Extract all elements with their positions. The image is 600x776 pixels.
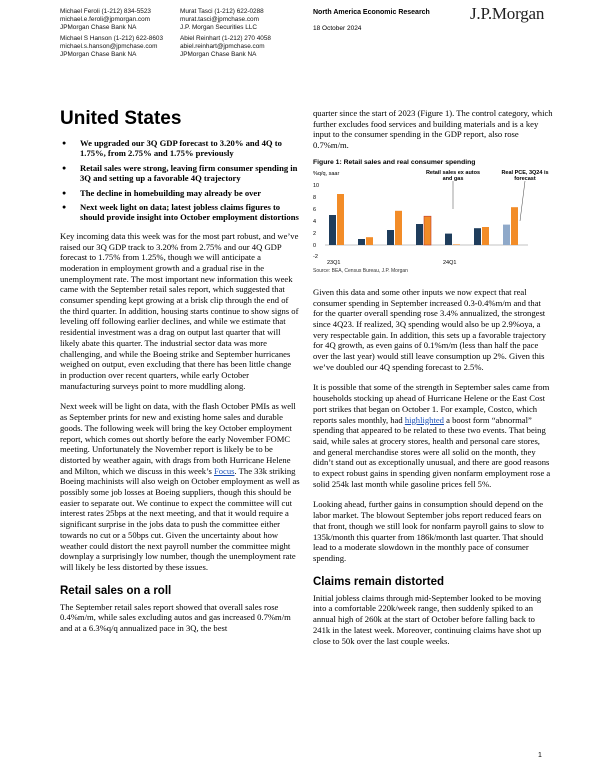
x-label-24q1: 24Q1 bbox=[443, 259, 457, 266]
key-point: ● We upgraded our 3Q GDP forecast to 3.20% and 4Q to 1.75%, from 2.75% and 1.75% previously bbox=[60, 138, 300, 159]
contact-name-phone: Abiel Reinhart (1-212) 270 4058 bbox=[180, 35, 271, 42]
page-title: United States bbox=[60, 108, 182, 129]
svg-text:4: 4 bbox=[313, 218, 317, 225]
y-axis-ticks bbox=[313, 183, 319, 259]
body-paragraph: Looking ahead, further gains in consumption should depend on the labor market. The blowout September jobs report reduced fears on that front, though we still look for nonfarm payroll gains to slow to 135k/month this quarter from 186k/month last quarter. That should lead to a moderate slowdown in the monthly pace of consumer spending. bbox=[313, 499, 544, 563]
svg-text:8: 8 bbox=[313, 194, 317, 201]
page-number: 1 bbox=[538, 752, 542, 759]
svg-text:-2: -2 bbox=[313, 253, 318, 259]
bars bbox=[329, 194, 518, 245]
key-point: ● The decline in homebuilding may already be over bbox=[60, 188, 300, 198]
contact-org: JPMorgan Chase Bank NA bbox=[180, 51, 257, 58]
text: . The 33k striking Boeing machinists will also weigh on October employment as well as possibly some job losses at Boeing suppliers, though this should be easier to separate out. We continue to expect the committee will cut interest rates 25bps at the next meeting, and that it would require a significant surprise in the jobs data to push the committee either towards no cut or a 50bps cut. Given the uncertainty about how weather could distort the next payroll number the committee might downplay a surprisingly low number, though the unemployment rate will likely be less distorted by these issues. bbox=[60, 465, 300, 572]
publication-title: North America Economic Research bbox=[313, 9, 430, 16]
contact-name-phone: Michael Feroli (1-212) 834-5523 bbox=[60, 8, 151, 15]
publication-header bbox=[313, 9, 430, 32]
contact-org: JPMorgan Chase Bank NA bbox=[60, 24, 137, 31]
contact-name-phone: Michael S Hanson (1-212) 622-8603 bbox=[60, 35, 164, 42]
svg-text:2: 2 bbox=[313, 230, 317, 237]
contact-org: J.P. Morgan Securities LLC bbox=[180, 24, 257, 31]
body-paragraph: Initial jobless claims through mid-September looked to be moving into a comfortable 220k/week range, then suddenly spiked to an annual high of 260k at the start of October before falling back to 241k in the latest week. Moreover, continuing claims have shot up close to 50k over the last couple weeks. bbox=[313, 592, 542, 646]
x-label-23q1: 23Q1 bbox=[327, 259, 341, 266]
key-point: ● Next week light on data; latest jobless claims figures to should provide insight into October employment distortions bbox=[60, 202, 300, 223]
contact-tasci bbox=[180, 8, 310, 32]
svg-text:0: 0 bbox=[313, 242, 317, 249]
bar-chart bbox=[313, 179, 553, 259]
y-axis-unit: %q/q, saar bbox=[313, 170, 340, 177]
body-paragraph: Given this data and some other inputs we now expect that real consumer spending in September increased 0.3-0.4%m/m and that for the quarter overall spending rose 3.4% annualized, the strongest since 4Q23. If realized, 3Q spending would also be up 2.9%oya, a very respectable gain. In addition, this sets up a favorable trajectory for 4Q growth, as even gains of 0.1%m/m (less than half the pace over the last year) would still leave consumption up 2%. Given this we’ve doubled our 4Q spending forecast to 2.5%. bbox=[313, 286, 546, 372]
annotation-real-pce: Real PCE, 3Q24 is forecast bbox=[501, 169, 549, 182]
svg-text:6: 6 bbox=[313, 206, 317, 213]
body-paragraph bbox=[313, 382, 553, 489]
figure-source: Source: BEA, Census Bureau, J.P. Morgan bbox=[313, 267, 408, 274]
contact-email[interactable]: murat.tasci@jpmchase.com bbox=[180, 16, 259, 23]
contact-email[interactable]: abiel.reinhart@jpmchase.com bbox=[180, 43, 265, 50]
svg-text:10: 10 bbox=[313, 182, 320, 189]
publication-date: 18 October 2024 bbox=[313, 25, 362, 32]
contact-name-phone: Murat Tasci (1-212) 622-0288 bbox=[180, 8, 264, 15]
annotation-retail-sales: Retail sales ex autos and gas bbox=[425, 169, 481, 182]
text: a boost form “abnormal” spending that appeared to be related to these two events. That being said, while sales at grocery stores, health and personal care stores, and general merchandise stores were all solid on the month, they didn’t stand out as exceptionally unusual, and there are good reasons to expect robust gains in spending given nonfarm employment rose a solid 254k last month while gasoline prices fell 5%. bbox=[313, 414, 551, 489]
section-heading: Claims remain distorted bbox=[313, 575, 445, 588]
key-points-list bbox=[60, 138, 300, 223]
jpmorgan-logo: J.P.Morgan bbox=[470, 4, 545, 23]
text: Next week will be light on data, with the flash October PMIs as well as September prints for new and existing home sales and durable goods. The following week will bring the key October employment report, which comes out shortly before the early November FOMC meeting. Unfortunately the November report is likely be to be distorted by weather again, with drags from both Hurricane Helene and Milton, which we discuss in this week’s bbox=[60, 401, 296, 476]
highlighted-link[interactable]: highlighted bbox=[404, 414, 444, 425]
body-paragraph bbox=[60, 401, 300, 572]
contact-email[interactable]: michael.s.hanson@jpmchase.com bbox=[60, 43, 158, 50]
text: It is possible that some of the strength in September sales came from households stocking up ahead of Hurricane Helene or the East Cost port strikes that began on October 1. For example, Costco, which reports sales monthly, had bbox=[313, 382, 550, 425]
body-paragraph: quarter since the start of 2023 (Figure 1). The control category, which further excludes food services and building materials and is a key input to the consumer spending in the GDP report, also rose 0.7%m/m. bbox=[313, 108, 553, 151]
body-paragraph: Key incoming data this week was for the most part robust, and we’ve raised our 3Q GDP track to 3.20% from 2.75% and our 4Q GDP forecast to 1.75% from 1.25%, though we will anticipate a moderation in employment growth and a gradual rise in the unemployment rate. The most important new information this week came with the September retail sales report, which suggested that consumer spending kept growing at a brisk clip through the end of the third quarter. In addition, housing starts continue to show signs of leveling off following earlier declines, and while we estimate that residential investment was a drag on output last quarter that will likely abate this quarter. The industrial sector data was more challenging, and while the Boeing strike and September hurricanes weighed on output, even excluding that there has been little change in production over recent quarters, while early October manufacturing surveys point to more muddling along. bbox=[60, 230, 299, 391]
contact-reinhart bbox=[180, 35, 310, 59]
contact-org: JPMorgan Chase Bank NA bbox=[60, 51, 137, 58]
left-column bbox=[60, 108, 300, 634]
figure-1 bbox=[313, 159, 553, 279]
focus-link[interactable]: Focus bbox=[213, 465, 235, 476]
right-column bbox=[313, 108, 553, 646]
body-paragraph: The September retail sales report showed that overall sales rose 0.4%m/m, while sales excluding autos and gas increased 0.7%m/m and at a 6.3%q/q annualized pace in 3Q, the best bbox=[60, 601, 291, 634]
author-contacts-col2 bbox=[180, 8, 310, 62]
contact-email[interactable]: michael.e.feroli@jpmorgan.com bbox=[60, 16, 150, 23]
figure-title: Figure 1: Retail sales and real consumer spending bbox=[313, 158, 476, 166]
key-point: ● Retail sales were strong, leaving firm consumer spending in 3Q and setting up a favorable 4Q trajectory bbox=[60, 163, 300, 184]
section-heading: Retail sales on a roll bbox=[60, 584, 172, 597]
